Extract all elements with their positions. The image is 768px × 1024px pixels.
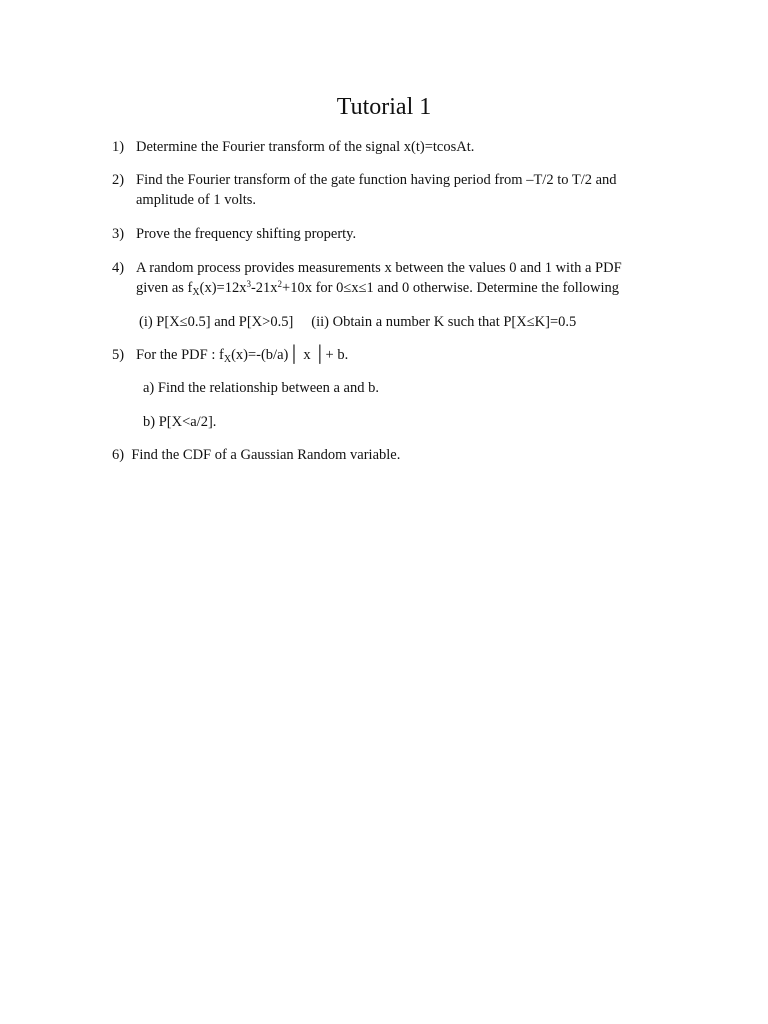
question-4-parts <box>139 312 576 332</box>
q5-text-d: + b. <box>325 347 349 363</box>
q5-text-b: (x)=-(b/a) <box>231 347 289 363</box>
pdf-text-a: given as f <box>136 280 193 296</box>
question-text: Find the CDF of a Gaussian Random variable. <box>131 447 401 463</box>
question-text: Determine the Fourier transform of the signal x(t)=tcosAt. <box>136 139 475 155</box>
question-number: 5) <box>112 347 125 363</box>
question-number: 3) <box>112 226 125 242</box>
document-title: Tutorial 1 <box>336 94 432 120</box>
question-2 <box>112 170 652 210</box>
question-number: 4) <box>112 260 125 276</box>
question-number: 2) <box>112 172 125 188</box>
question-4 <box>112 258 652 300</box>
question-6 <box>112 445 400 465</box>
question-text <box>136 345 652 367</box>
question-5 <box>112 345 652 367</box>
question-5-part-b: b) P[X<a/2]. <box>143 414 217 430</box>
pdf-text-c: -21x <box>250 280 278 296</box>
pdf-superscript-2: 2 <box>277 279 283 289</box>
question-text-line-1: Find the Fourier transform of the gate function having period from –T/2 to T/2 and <box>136 172 617 188</box>
question-text-line-1: A random process provides measurements x between the values 0 and 1 with a PDF <box>136 260 622 276</box>
question-number: 6) <box>112 447 125 463</box>
pdf-text-d: +10x for 0≤x≤1 and 0 otherwise. Determine the following <box>282 280 620 296</box>
pdf-subscript: X <box>192 287 200 298</box>
abs-bar-right: │ <box>314 346 326 363</box>
question-3 <box>112 224 652 244</box>
q5-text-c: x <box>299 347 315 363</box>
q5-subscript: X <box>223 354 232 365</box>
pdf-text-b: (x)=12x <box>199 280 247 296</box>
abs-bar-left: │ <box>288 346 300 363</box>
question-1 <box>112 137 652 157</box>
q5-text-a: For the PDF : f <box>136 347 224 363</box>
question-text: Prove the frequency shifting property. <box>136 226 357 242</box>
question-text-line-2 <box>136 278 652 300</box>
question-text-line-2: amplitude of 1 volts. <box>136 192 257 208</box>
question-4-part-ii: (ii) Obtain a number K such that P[X≤K]=0.5 <box>311 314 577 330</box>
question-4-part-i: (i) P[X≤0.5] and P[X>0.5] <box>139 314 294 330</box>
pdf-superscript-3: 3 <box>246 279 251 289</box>
question-5-part-a: a) Find the relationship between a and b. <box>143 380 379 396</box>
question-number: 1) <box>112 139 125 155</box>
